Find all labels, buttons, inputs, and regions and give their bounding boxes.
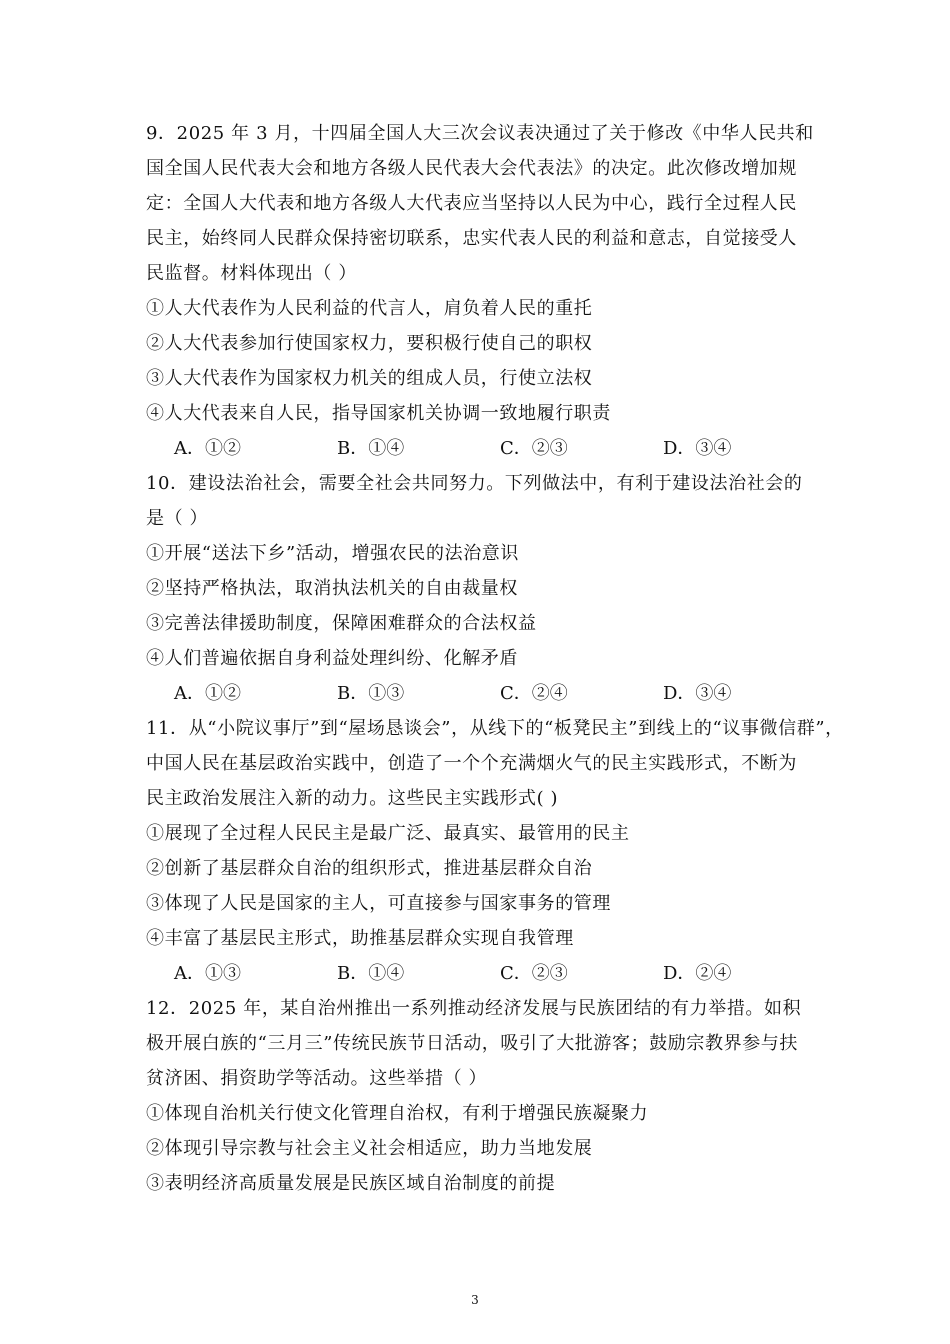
statement-item: ④人大代表来自人民，指导国家机关协调一致地履行职责 <box>146 403 611 424</box>
question-11 <box>146 711 844 991</box>
question-stem-line: 中国人民在基层政治实践中，创造了一个个充满烟火气的民主实践形式，不断为 <box>146 753 797 774</box>
statement-item: ②创新了基层群众自治的组织形式，推进基层群众自治 <box>146 858 593 879</box>
question-stem-line: 定：全国人大代表和地方各级人大代表应当坚持以人民为中心，践行全过程人民 <box>146 193 797 214</box>
question-stem-line: 民主，始终同人民群众保持密切联系，忠实代表人民的利益和意志，自觉接受人 <box>146 228 797 249</box>
statement-item: ④丰富了基层民主形式，助推基层群众实现自我管理 <box>146 928 574 949</box>
statement-item: ④人们普遍依据自身利益处理纠纷、化解矛盾 <box>146 648 518 669</box>
statement-item: ③完善法律援助制度，保障困难群众的合法权益 <box>146 613 537 634</box>
option-c: C．②③ <box>500 438 568 459</box>
statement-item: ①开展“送法下乡”活动，增强农民的法治意识 <box>146 543 520 564</box>
option-d: D．③④ <box>663 438 732 459</box>
question-stem-line: 极开展白族的“三月三”传统民族节日活动，吸引了大批游客；鼓励宗教界参与扶 <box>146 1033 799 1054</box>
question-stem-line: 是（ ） <box>146 508 209 529</box>
question-list <box>146 116 844 1201</box>
option-a: A．①③ <box>174 963 241 984</box>
question-10 <box>146 466 826 711</box>
statement-item: ①展现了全过程人民民主是最广泛、最真实、最管用的民主 <box>146 823 630 844</box>
statement-item: ③表明经济高质量发展是民族区域自治制度的前提 <box>146 1173 556 1194</box>
option-b: B．①④ <box>337 963 405 984</box>
answer-options <box>146 676 826 711</box>
statement-item: ②人大代表参加行使国家权力，要积极行使自己的职权 <box>146 333 593 354</box>
statement-item: ①体现自治机关行使文化管理自治权，有利于增强民族凝聚力 <box>146 1103 649 1124</box>
question-stem-line: 国全国人民代表大会和地方各级人民代表大会代表法》的决定。此次修改增加规 <box>146 158 797 179</box>
answer-options <box>146 431 826 466</box>
question-stem-line: 11．从“小院议事厅”到“屋场恳谈会”，从线下的“板凳民主”到线上的“议事微信群”， <box>146 718 844 739</box>
option-c: C．②④ <box>500 683 568 704</box>
option-b: B．①④ <box>337 438 405 459</box>
option-d: D．②④ <box>663 963 732 984</box>
answer-options <box>146 956 826 991</box>
question-stem-line: 民监督。材料体现出（ ） <box>146 263 357 284</box>
option-d: D．③④ <box>663 683 732 704</box>
statement-item: ②坚持严格执法，取消执法机关的自由裁量权 <box>146 578 518 599</box>
question-stem-line: 12．2025 年，某自治州推出一系列推动经济发展与民族团结的有力举措。如积 <box>146 998 802 1019</box>
question-12 <box>146 991 826 1201</box>
statement-item: ③体现了人民是国家的主人，可直接参与国家事务的管理 <box>146 893 611 914</box>
question-9 <box>146 116 826 466</box>
question-stem-line: 10．建设法治社会，需要全社会共同努力。下列做法中，有利于建设法治社会的 <box>146 473 803 494</box>
statement-item: ①人大代表作为人民利益的代言人，肩负着人民的重托 <box>146 298 593 319</box>
page-number: 3 <box>471 1293 479 1307</box>
option-b: B．①③ <box>337 683 405 704</box>
statement-item: ③人大代表作为国家权力机关的组成人员，行使立法权 <box>146 368 593 389</box>
statement-item: ②体现引导宗教与社会主义社会相适应，助力当地发展 <box>146 1138 593 1159</box>
question-stem-line: 9．2025 年 3 月，十四届全国人大三次会议表决通过了关于修改《中华人民共和 <box>146 123 814 144</box>
question-stem-line: 民主政治发展注入新的动力。这些民主实践形式( ) <box>146 788 559 809</box>
option-a: A．①② <box>174 438 241 459</box>
option-c: C．②③ <box>500 963 568 984</box>
option-a: A．①② <box>174 683 241 704</box>
question-stem-line: 贫济困、捐资助学等活动。这些举措（ ） <box>146 1068 488 1089</box>
